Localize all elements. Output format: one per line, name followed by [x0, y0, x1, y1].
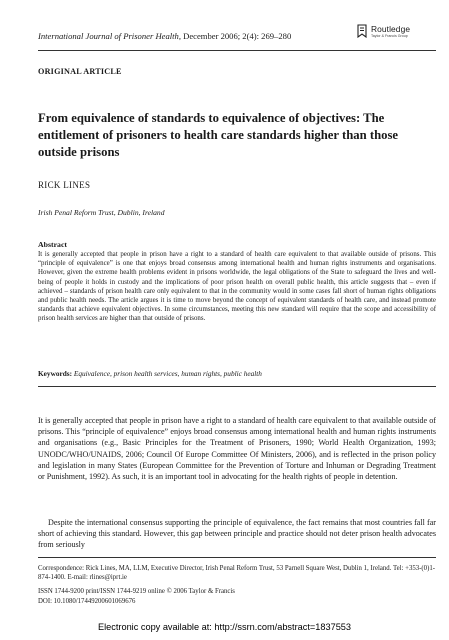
keywords	[38, 369, 436, 378]
header-divider	[38, 50, 436, 51]
publisher-name: Routledge	[371, 24, 411, 34]
abstract-divider	[38, 386, 436, 387]
journal-citation	[38, 31, 291, 41]
keywords-list: Equivalence, prison health services, human rights, public health	[73, 369, 262, 378]
article-title: From equivalence of standards to equivalence of objectives: The entitlement of prisoners to health care standards higher than those outside prisons	[38, 111, 399, 159]
author-name: RICK LINES	[38, 180, 91, 190]
section-label: ORIGINAL ARTICLE	[38, 67, 122, 76]
ssrn-notice: Electronic copy available at: http://ssrn.com/abstract=1837553	[97, 622, 352, 632]
routledge-logo-icon	[356, 24, 368, 38]
keywords-label: Keywords:	[38, 369, 73, 378]
issn-line: ISSN 1744-9200 print/ISSN 1744-9219 online © 2006 Taylor & Francis	[38, 588, 235, 595]
journal-name: International Journal of Prisoner Health,	[38, 31, 181, 41]
footnote-divider	[38, 557, 436, 558]
publisher-subtitle: Taylor & Francis Group	[371, 34, 408, 38]
publisher-logo	[356, 22, 436, 44]
author-affiliation: Irish Penal Reform Trust, Dublin, Ireland	[38, 208, 165, 217]
abstract-text: It is generally accepted that people in prison have a right to a standard of health care equivalent to that available outside of prisons. This “principle of equivalence” is one that enjoys broad consensus among international health and human rights instruments and organisations. However, given the extreme health problems evident in prisons worldwide, the legal obligations of the State to safeguard the lives and well-being of people it holds in custody and the implications of poor prison health on overall public health, this article suggests that – even if achieved – standards of prison health care only equivalent to that in the community would in some cases fall short of human rights obligations and public health needs. The article argues it is time to move beyond the concept of equivalent standards of health care, and instead promote standards that achieve equivalent objectives. In some circumstances, meeting this new standard will require that the scope and accessibility of prison health services are higher than that outside of prisons.	[38, 251, 436, 323]
journal-issue: December 2006; 2(4): 269–280	[180, 31, 292, 41]
abstract-heading: Abstract	[38, 240, 68, 249]
body-paragraph-2: Despite the international consensus supporting the principle of equivalence, the fact remains that most countries fall far short of achieving this standard. However, this gap between principle and practice should not deter prison health advocates from seriously	[38, 518, 436, 550]
doi-line: DOI: 10.1080/17449200601069676	[38, 598, 136, 605]
body-paragraph-1: It is generally accepted that people in prison have a right to a standard of health care equivalent to that available outside of prisons. This “principle of equivalence” enjoys broad consensus among international health and human rights instruments and organisations (e.g., Basic Principles for the Treatment of Prisoners, 1990; World Health Organization, 1993; UNODC/WHO/UNAIDS, 2006; Council Of Europe Committee Of Ministers, 2006), and is reflected in the prison policy and legislation in many States (European Committee for the Prevention of Torture and Inhuman or Degrading Treatment or Punishment, 1992). As such, it is an important tool in advocating for the health rights of people in detention.	[38, 416, 436, 482]
correspondence-note: Correspondence: Rick Lines, MA, LLM, Executive Director, Irish Penal Reform Trust, 53 Parnell Square West, Dublin 1, Ireland. Tel: +353-(0)1-874-1400. E-mail: rlines@iprt.ie	[38, 565, 435, 582]
